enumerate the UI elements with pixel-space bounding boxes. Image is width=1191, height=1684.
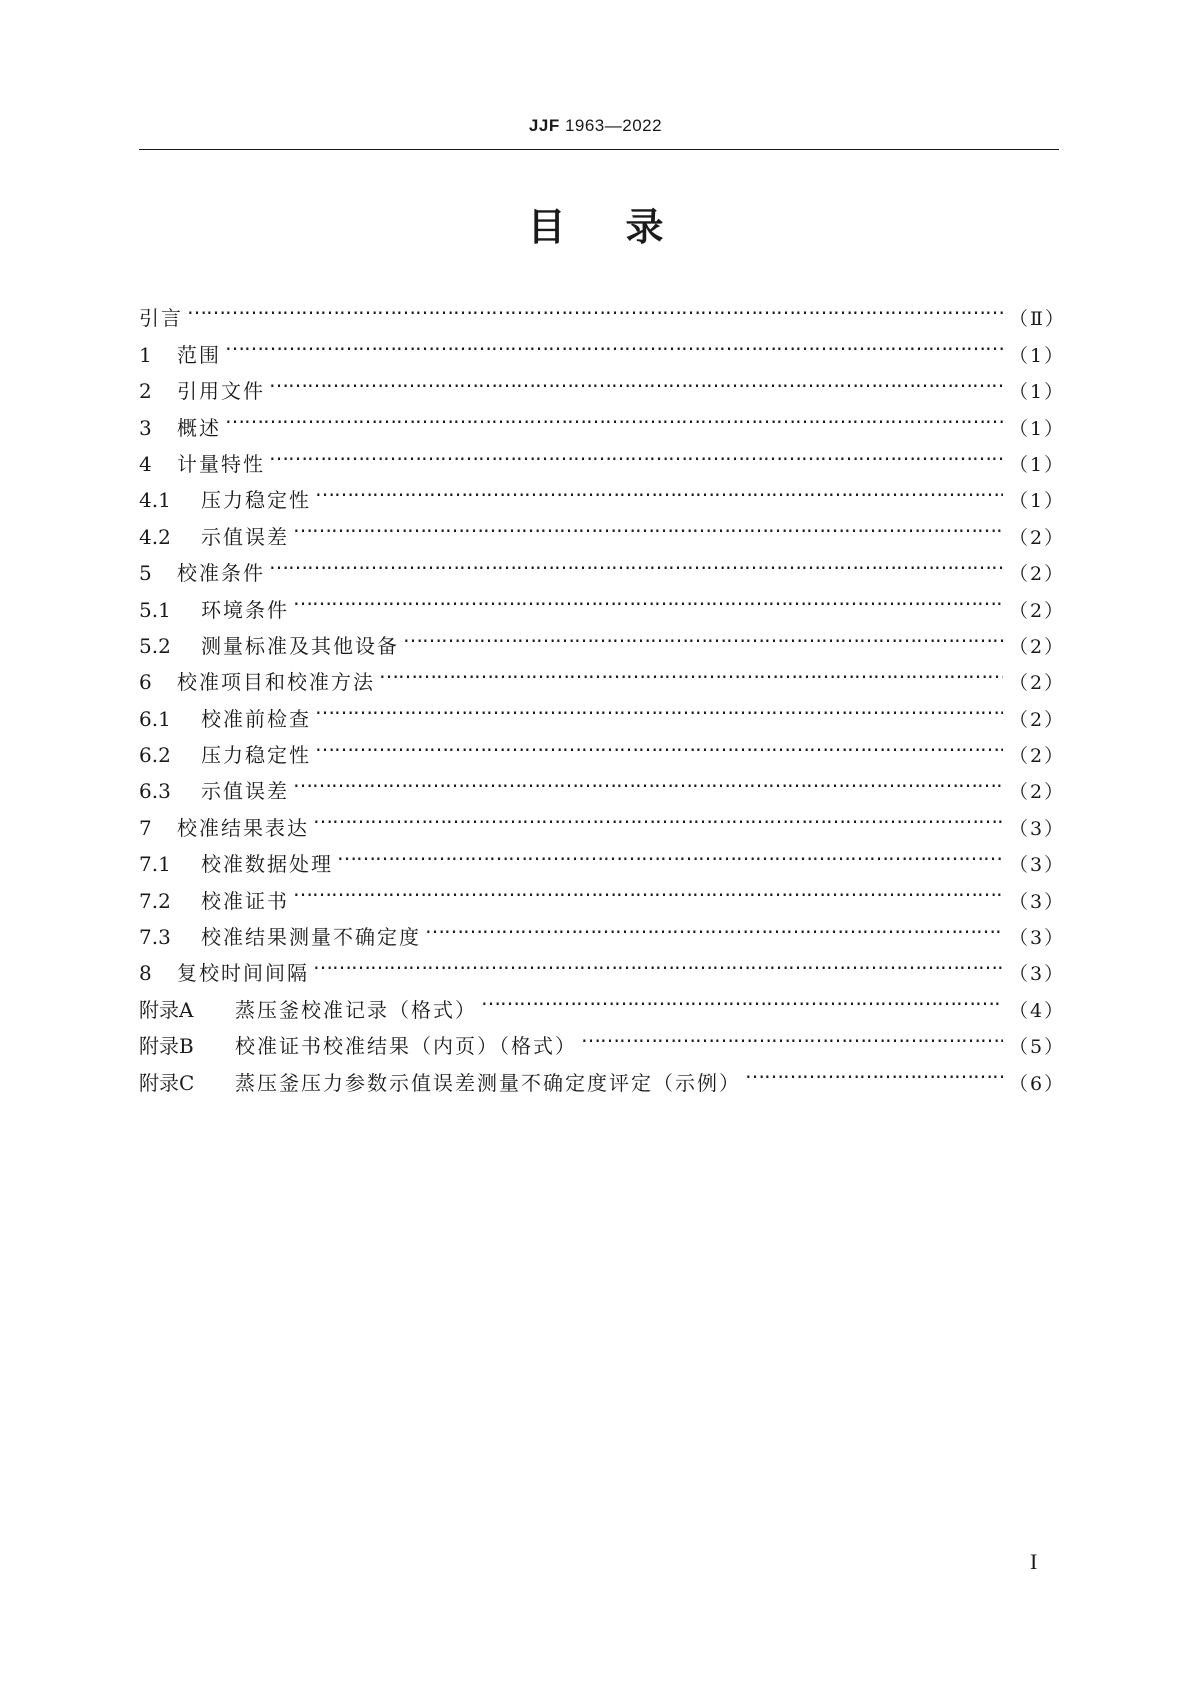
toc-entry-number: 附录A xyxy=(139,997,194,1022)
toc-entry-number: 附录C xyxy=(139,1070,195,1095)
dot-leader xyxy=(315,726,1003,762)
toc-entry-number: 1 xyxy=(139,342,152,367)
dot-leader xyxy=(225,325,1003,361)
toc-entry[interactable] xyxy=(139,471,1066,513)
toc-entry-number: 5.1 xyxy=(139,597,171,622)
dot-leader xyxy=(337,835,1003,871)
toc-entry-page: （2） xyxy=(1009,526,1066,549)
toc-entry-page: （2） xyxy=(1009,708,1066,731)
toc-entry-title: 复校时间间隔 xyxy=(177,961,309,986)
dot-leader xyxy=(481,980,1003,1016)
toc-entry-title: 计量特性 xyxy=(177,451,265,476)
toc-entry-page: （2） xyxy=(1009,745,1066,768)
toc-list xyxy=(139,289,1066,1095)
toc-entry-page: （3） xyxy=(1009,927,1066,950)
dot-leader xyxy=(313,944,1003,980)
toc-entry-number: 4.1 xyxy=(139,488,171,513)
toc-entry-title: 范围 xyxy=(177,342,221,367)
toc-entry-number: 4 xyxy=(139,451,152,476)
dot-leader xyxy=(745,1053,1003,1089)
toc-entry-page: （1） xyxy=(1009,417,1066,440)
dot-leader xyxy=(425,908,1003,944)
dot-leader xyxy=(293,762,1003,798)
toc-entry-number: 7.3 xyxy=(139,925,171,950)
dot-leader xyxy=(581,1017,1003,1053)
toc-entry-number: 7.1 xyxy=(139,852,171,877)
toc-entry-page: （2） xyxy=(1009,635,1066,658)
toc-entry-number: 7.2 xyxy=(139,888,171,913)
toc-entry-page: （1） xyxy=(1009,381,1066,404)
dot-leader xyxy=(315,471,1003,507)
toc-entry-title: 测量标准及其他设备 xyxy=(201,633,399,658)
dot-leader xyxy=(313,798,1003,834)
dot-leader xyxy=(293,507,1003,543)
toc-entry-page: （6） xyxy=(1009,1072,1066,1095)
toc-entry-title: 蒸压釜压力参数示值误差测量不确定度评定（示例） xyxy=(235,1070,741,1095)
toc-entry-title: 校准证书 xyxy=(201,888,289,913)
toc-entry-number: 5 xyxy=(139,561,152,586)
toc-entry-page: （Ⅱ） xyxy=(1009,308,1066,331)
toc-entry-title: 压力稳定性 xyxy=(201,488,311,513)
toc-entry-title: 示值误差 xyxy=(201,524,289,549)
toc-entry-number: 2 xyxy=(139,379,152,404)
header-divider xyxy=(139,149,1059,150)
dot-leader xyxy=(379,653,1003,689)
standard-code-prefix: JJF xyxy=(528,116,560,135)
toc-entry-title: 引用文件 xyxy=(177,379,265,404)
toc-entry-title: 校准项目和校准方法 xyxy=(177,670,375,695)
toc-title: 目录 xyxy=(527,205,724,249)
toc-entry-page: （2） xyxy=(1009,672,1066,695)
toc-entry-page: （4） xyxy=(1009,999,1066,1022)
toc-entry-number: 4.2 xyxy=(139,524,171,549)
dot-leader xyxy=(293,580,1003,616)
toc-entry-title: 蒸压釜校准记录（格式） xyxy=(235,997,477,1022)
toc-entry-page: （3） xyxy=(1009,890,1066,913)
toc-entry-number: 7 xyxy=(139,815,152,840)
toc-entry-page: （3） xyxy=(1009,854,1066,877)
toc-entry-title: 校准结果表达 xyxy=(177,815,309,840)
page-number: I xyxy=(1030,1549,1038,1574)
toc-entry-title: 示值误差 xyxy=(201,779,289,804)
toc-entry-page: （1） xyxy=(1009,344,1066,367)
toc-entry-number: 6.1 xyxy=(139,706,171,731)
toc-entry-number: 5.2 xyxy=(139,633,171,658)
toc-entry-number: 6.3 xyxy=(139,779,171,804)
toc-entry-number: 3 xyxy=(139,415,152,440)
dot-leader xyxy=(269,362,1003,398)
toc-entry-title: 校准前检查 xyxy=(201,706,311,731)
toc-entry[interactable] xyxy=(139,435,1066,476)
toc-entry[interactable] xyxy=(139,325,1066,367)
toc-entry-number: 8 xyxy=(139,961,152,986)
dot-leader xyxy=(187,289,1003,325)
dot-leader xyxy=(403,617,1003,653)
toc-entry-title: 引言 xyxy=(139,306,183,331)
toc-entry[interactable] xyxy=(139,544,1066,586)
toc-entry-title: 环境条件 xyxy=(201,597,289,622)
toc-entry[interactable] xyxy=(139,289,1066,331)
toc-entry-page: （1） xyxy=(1009,490,1066,513)
toc-entry-page: （2） xyxy=(1009,563,1066,586)
toc-entry-title: 校准证书校准结果（内页）（格式） xyxy=(235,1034,577,1059)
toc-entry[interactable] xyxy=(139,580,1066,622)
toc-entry-page: （2） xyxy=(1009,781,1066,804)
toc-entry-page: （3） xyxy=(1009,817,1066,840)
dot-leader xyxy=(293,871,1003,907)
dot-leader xyxy=(315,689,1003,725)
toc-entry-title: 校准数据处理 xyxy=(201,852,333,877)
toc-entry-title: 概述 xyxy=(177,415,221,440)
toc-entry-title: 校准结果测量不确定度 xyxy=(201,925,421,950)
toc-entry[interactable] xyxy=(139,398,1066,440)
toc-entry-page: （1） xyxy=(1009,453,1066,476)
toc-entry-number: 6 xyxy=(139,670,152,695)
standard-code-header xyxy=(0,116,1191,136)
standard-code-number: 1963—2022 xyxy=(564,116,663,135)
toc-entry-number: 6.2 xyxy=(139,743,171,768)
dot-leader xyxy=(225,398,1003,434)
toc-entry-page: （5） xyxy=(1009,1036,1066,1059)
toc-entry-number: 附录B xyxy=(139,1034,194,1059)
dot-leader xyxy=(269,435,1003,471)
dot-leader xyxy=(269,544,1003,580)
toc-entry-title: 压力稳定性 xyxy=(201,743,311,768)
toc-entry-title: 校准条件 xyxy=(177,561,265,586)
toc-entry-page: （3） xyxy=(1009,963,1066,986)
toc-entry-page: （2） xyxy=(1009,599,1066,622)
toc-entry[interactable] xyxy=(139,362,1066,404)
